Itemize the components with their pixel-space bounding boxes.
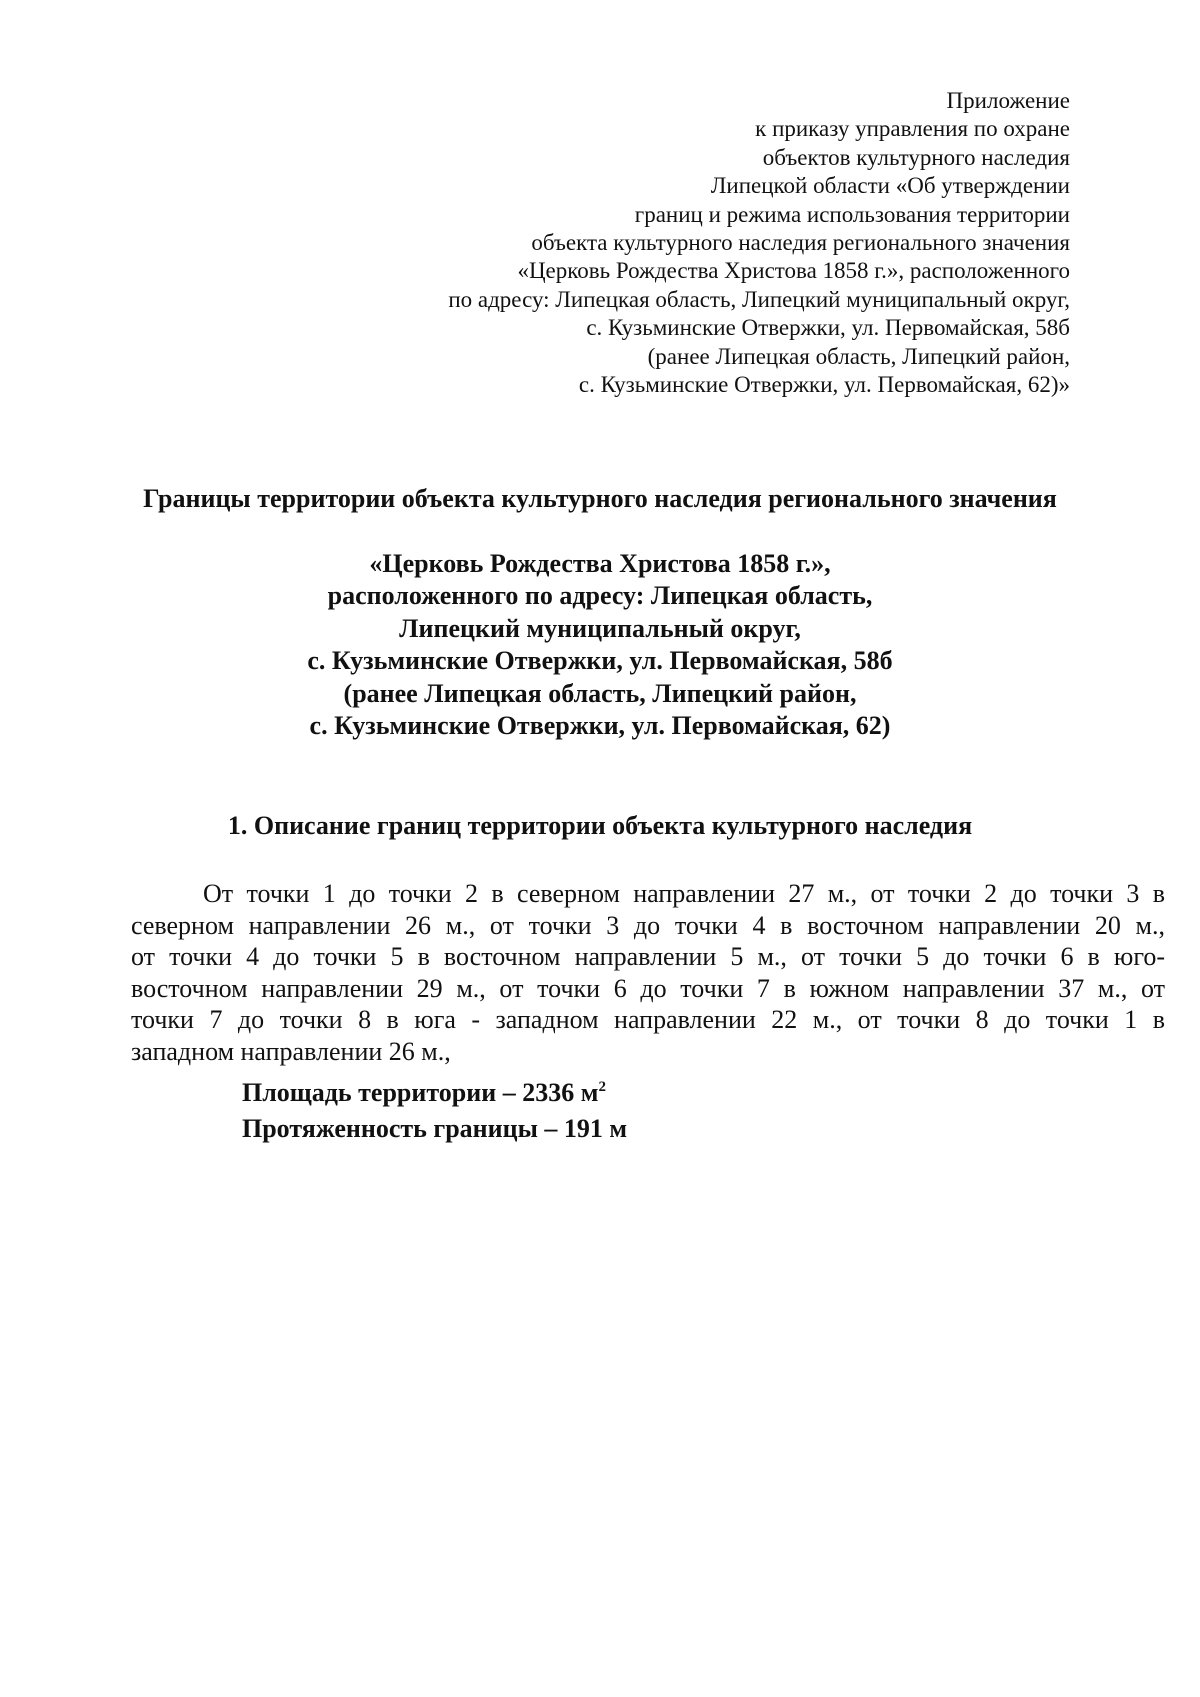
- object-name-block: [0, 548, 1200, 742]
- section-heading: 1. Описание границ территории объекта культурного наследия: [227, 811, 973, 840]
- description-line: северном направлении 26 м., от точки 3 до точки 4 в восточном направлении 20 м.,: [131, 910, 1165, 940]
- description-line: точки 7 до точки 8 в юга - западном направлении 22 м., от точки 8 до точки 1 в: [131, 1005, 1165, 1035]
- summary-block: [242, 1075, 627, 1147]
- length-line: Протяженность границы – 191 м: [242, 1114, 628, 1143]
- appendix-line: (ранее Липецкая область, Липецкий район,: [647, 343, 1070, 369]
- boundary-description: [131, 878, 1165, 1068]
- object-line: Липецкий муниципальный округ,: [399, 613, 801, 643]
- object-line: расположенного по адресу: Липецкая область,: [327, 581, 873, 611]
- description-line: От точки 1 до точки 2 в северном направлении 27 м., от точки 2 до точки 3 в: [203, 879, 1165, 908]
- area-text: Площадь территории – 2336 м: [242, 1078, 599, 1107]
- document-title: Границы территории объекта культурного наследия регионального значения: [143, 484, 1057, 513]
- appendix-header: [350, 87, 1070, 399]
- object-line: «Церковь Рождества Христова 1858 г.»,: [369, 549, 831, 578]
- appendix-line: «Церковь Рождества Христова 1858 г.», расположенного: [517, 258, 1070, 284]
- appendix-line: по адресу: Липецкая область, Липецкий муниципальный округ,: [448, 286, 1070, 312]
- description-line: от точки 4 до точки 5 в восточном направлении 5 м., от точки 5 до точки 6 в юго-: [131, 942, 1165, 972]
- area-line: [242, 1075, 627, 1111]
- description-line: восточном направлении 29 м., от точки 6 до точки 7 в южном направлении 37 м., от: [131, 973, 1165, 1003]
- appendix-line: Липецкой области «Об утверждении: [710, 173, 1070, 199]
- appendix-line: с. Кузьминские Отвержки, ул. Первомайская, 58б: [586, 315, 1070, 341]
- appendix-line: с. Кузьминские Отвержки, ул. Первомайская, 62)»: [578, 372, 1070, 398]
- appendix-line: Приложение: [946, 88, 1070, 113]
- object-line: (ранее Липецкая область, Липецкий район,: [343, 678, 857, 708]
- appendix-line: объекта культурного наследия регионального значения: [531, 230, 1070, 256]
- appendix-line: к приказу управления по охране: [755, 116, 1070, 142]
- object-line: с. Кузьминские Отвержки, ул. Первомайская, 58б: [307, 646, 893, 676]
- object-line: с. Кузьминские Отвержки, ул. Первомайская, 62): [309, 711, 891, 741]
- area-unit-superscript: 2: [598, 1079, 606, 1095]
- appendix-line: объектов культурного наследия: [762, 144, 1070, 170]
- description-line: западном направлении 26 м.,: [131, 1036, 451, 1066]
- appendix-line: границ и режима использования территории: [634, 201, 1070, 227]
